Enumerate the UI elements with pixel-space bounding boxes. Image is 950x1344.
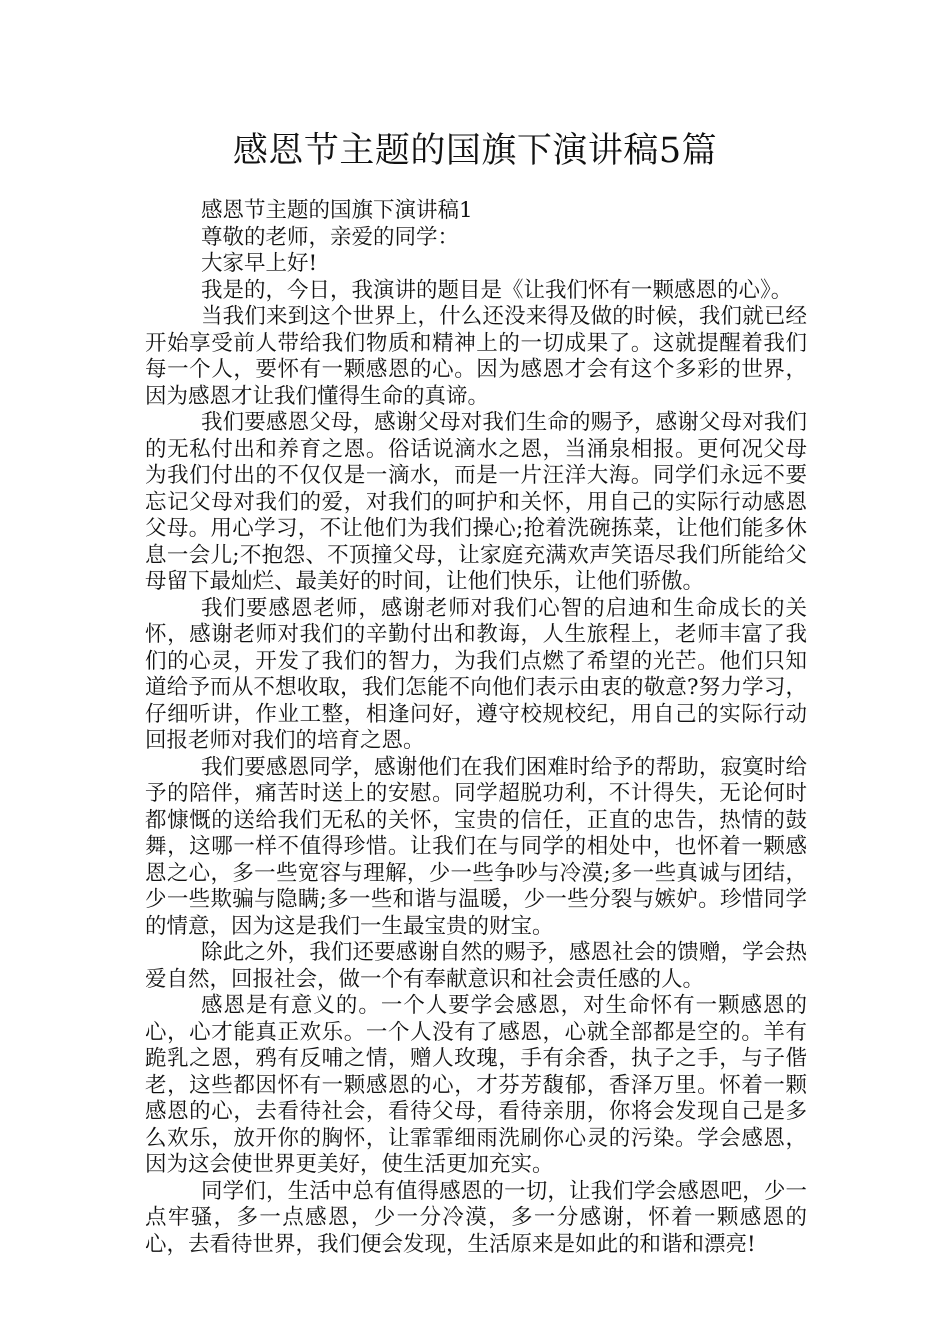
paragraph-4: 我们要感恩老师，感谢老师对我们心智的启迪和生命成长的关怀，感谢老师对我们的辛勤付出和教诲，人生旅程上，老师丰富了我们的心灵，开发了我们的智力，为我们点燃了希望的光芒。他们只知道给予而从不想收取，我们怎能不向他们表示由衷的敬意?努力学习，仔细听讲，作业工整，相逢问好，遵守校规校纪，用自己的实际行动回报老师对我们的培育之恩。 — [145, 595, 807, 753]
document-title: 感恩节主题的国旗下演讲稿5篇 — [232, 131, 718, 171]
opening-line: 大家早上好! — [201, 251, 318, 276]
paragraph-6: 除此之外，我们还要感谢自然的赐予，感恩社会的馈赠，学会热爱自然，回报社会，做一个有奉献意识和社会责任感的人。 — [145, 940, 807, 992]
subtitle-line: 感恩节主题的国旗下演讲稿1 — [201, 198, 473, 223]
paragraph-7: 感恩是有意义的。一个人要学会感恩，对生命怀有一颗感恩的心，心才能真正欢乐。一个人没有了感恩，心就全部都是空的。羊有跪乳之恩，鸦有反哺之情，赠人玫瑰，手有余香，执子之手，与子偕老，这些都因怀有一颗感恩的心，才芬芳馥郁，香泽万里。怀着一颗感恩的心，去看待社会，看待父母，看待亲朋，你将会发现自己是多么欢乐，放开你的胸怀，让霏霏细雨洗刷你心灵的污染。学会感恩，因为这会使世界更美好，使生活更加充实。 — [145, 993, 807, 1177]
paragraph-3: 我们要感恩父母，感谢父母对我们生命的赐予，感谢父母对我们的无私付出和养育之恩。俗话说滴水之恩，当涌泉相报。更何况父母为我们付出的不仅仅是一滴水，而是一片汪洋大海。同学们永远不要忘记父母对我们的爱，对我们的呵护和关怀，用自己的实际行动感恩父母。用心学习，不让他们为我们操心;抢着洗碗拣菜，让他们能多休息一会儿;不抱怨、不顶撞父母，让家庭充满欢声笑语尽我们所能给父母留下最灿烂、最美好的时间，让他们快乐，让他们骄傲。 — [145, 410, 807, 594]
paragraph-5: 我们要感恩同学，感谢他们在我们困难时给予的帮助，寂寞时给予的陪伴，痛苦时送上的安慰。同学超脱功利，不计得失，无论何时都慷慨的送给我们无私的关怀，宝贵的信任，正直的忠告，热情的鼓舞，这哪一样不值得珍惜。让我们在与同学的相处中，也怀着一颗感恩之心，多一些宽容与理解，少一些争吵与冷漠;多一些真诚与团结，少一些欺骗与隐瞒;多一些和谐与温暖，少一些分裂与嫉妒。珍惜同学的情意，因为这是我们一生最宝贵的财宝。 — [145, 754, 807, 939]
paragraph-8: 同学们，生活中总有值得感恩的一切，让我们学会感恩吧，少一点牢骚，多一点感恩，少一分冷漠，多一分感谢，怀着一颗感恩的心，去看待世界，我们便会发现，生活原来是如此的和谐和漂亮! — [145, 1178, 807, 1257]
greeting-line: 尊敬的老师，亲爱的同学： — [201, 224, 460, 250]
document-body — [145, 198, 807, 1258]
paragraph-1: 我是的，今日，我演讲的题目是《让我们怀有一颗感恩的心》。 — [201, 277, 793, 303]
paragraph-2: 当我们来到这个世界上，什么还没来得及做的时候，我们就已经开始享受前人带给我们物质和精神上的一切成果了。这就提醒着我们每一个人，要怀有一颗感恩的心。因为感恩才会有这个多彩的世界，因为感恩才让我们懂得生命的真谛。 — [145, 304, 807, 409]
